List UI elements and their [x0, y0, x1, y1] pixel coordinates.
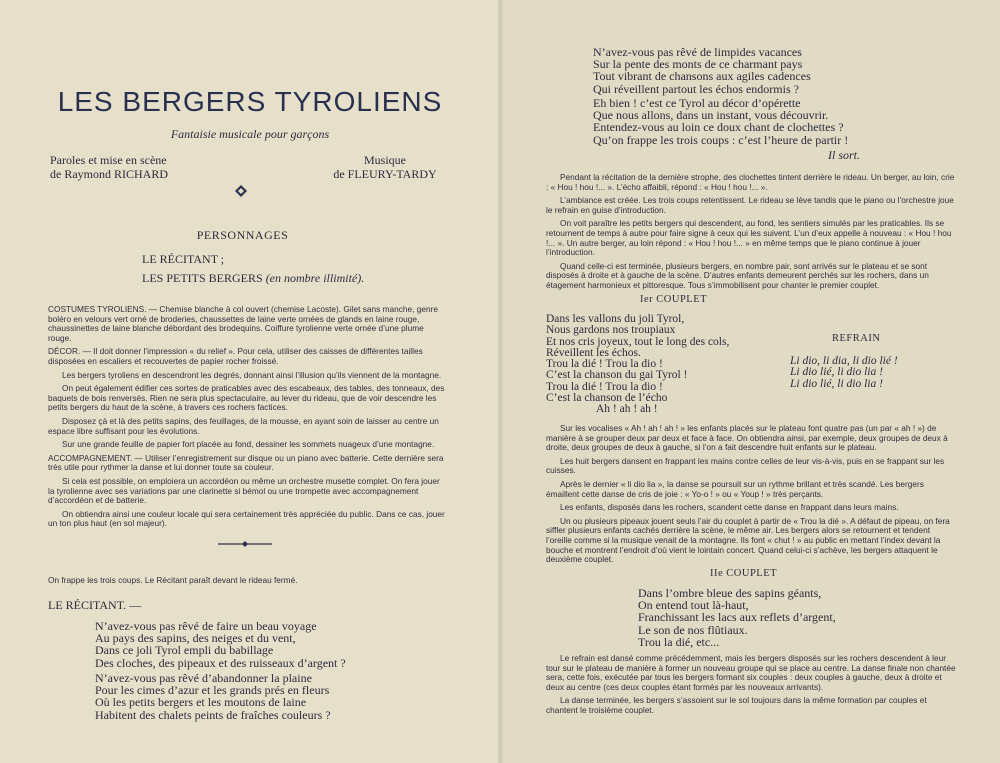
verse-line: Ah ! ah ! ah !	[596, 403, 658, 416]
decor-paragraph: DÉCOR. — Il doit donner l’impression « du relief ». Pour cela, utiliser des caisses de différentes tailles disposées en escaliers et recouvertes de papier rocher froissé.	[48, 346, 423, 366]
verse-line: Trou la dié, etc...	[638, 634, 720, 649]
verse-line: N’avez-vous pas rêvé de faire un beau voyage	[95, 619, 317, 633]
refrain-verse	[790, 356, 898, 390]
staging-paragraph: L’ambiance est créée. Les trois coups retentissent. Le rideau se lève tandis que le piano ou l’orchestre joue le refrain en guise d’introduction.	[546, 195, 954, 215]
verse-line: Habitent des chalets peints de fraîches couleurs ?	[95, 707, 331, 722]
staging-paragraph: On voit paraître les petits bergers qui descendent, au fond, les sentiers simulés par les praticables. Ils se retournent de temps à autre pour faire signe à ceux qui les suivent. L’un d’eux appelle à nouveau : « Hou ! hou !... ». Un autre berger, au loin répond : « Hou ! hou !... » en même temps que le piano continue à jouer l’introduction.	[546, 218, 952, 258]
verse-line: Dans l’ombre bleue des sapins géants,	[638, 586, 822, 600]
character-recitant: LE RÉCITANT ;	[142, 252, 225, 266]
stanza-2	[95, 672, 331, 721]
play-subtitle: Fantaisie musicale pour garçons	[170, 127, 330, 141]
verse-line: Qu’on frappe les trois coups : c’est l’heure de partir !	[593, 132, 849, 147]
decor-paragraph: Sur une grande feuille de papier fort placée au fond, dessiner les sommets nuageux d’une montagne.	[62, 439, 435, 450]
music-credit	[300, 153, 470, 181]
divider-ornament-icon	[218, 540, 272, 548]
stanza-4	[593, 97, 848, 146]
staging-paragraph: Un ou plusieurs pipeaux jouent seuls l’air du couplet à partir de « Trou la dié ». A défaut de pipeau, on fera siffler plusieurs enfants cachés derrière la scène, le même air. Les bergers alors se retournent et tendent l’oreille comme si la musique venait de la montagne. Ils font « chut ! » au public en mettant l’index devant la bouche et montrent l’endroit d’où vient le lointain concert. Quand celui-ci s’achève, les bergers attaquent le deuxième couplet.	[546, 515, 950, 565]
couplet-1-heading: Ier COUPLET	[640, 294, 708, 305]
staging-paragraph: La danse terminée, les bergers s’assoient sur le sol toujours dans la même formation par couples et chantent le troisième couplet.	[546, 695, 927, 715]
lyrics-credit-author: de Raymond RICHARD	[50, 167, 168, 181]
music-credit-author: de FLEURY-TARDY	[333, 167, 437, 181]
music-credit-label: Musique	[364, 153, 406, 167]
verse-line: Où les petits bergers et les moutons de laine	[95, 695, 307, 710]
character-bergers	[142, 271, 364, 285]
production-notes	[48, 305, 448, 533]
staging-paragraph: Les enfants, disposés dans les rochers, scandent cette danse en frappant dans leurs mains.	[560, 502, 899, 513]
decor-paragraph: On peut également édifier ces sortes de praticables avec des escabeaux, des tables, des tonneaux, des baquets de bois renversés. Rien ne sera plus spectaculaire, au lever du rideau, que de voir descendre les petits bergers du haut de la scène, à travers ces rochers factices.	[48, 383, 445, 413]
staging-paragraph: Sur les vocalises « Ah ! ah ! ah ! » les enfants placés sur le plateau font quatre pas (un par « ah ! ») de manière à se grouper deux par deux et face à face. On obtiendra ainsi, par exemple, deux groupes de deux à droite, deux groupes de deux à gauche, si l’on a fait descendre huit enfants sur le plateau.	[546, 423, 948, 453]
refrain-heading: REFRAIN	[832, 333, 881, 344]
verse-line: Le son de nos flûtiaux.	[638, 622, 748, 637]
verse-line: Franchissant les lacs aux reflets d’argent,	[638, 610, 836, 625]
verse-line: Trou la dié ! Trou la dio !	[546, 358, 663, 371]
costumes-paragraph: COSTUMES TYROLIENS. — Chemise blanche à col ouvert (chemise Lacoste). Gilet sans manche, genre boléro en velours vert orné de broderies, chaussettes de laine verte ornées de glands en laine rouge, chaussinettes de laine blanche débordant des brodequins. Coiffure tyrolienne verte ornée d’une plume rouge.	[48, 304, 438, 343]
verse-line: Pour les cimes d’azur et les grands prés en fleurs	[95, 683, 330, 698]
staging-notes-1	[546, 173, 956, 295]
lyrics-credit	[50, 153, 168, 181]
right-page	[500, 0, 1000, 763]
stanza-3	[593, 46, 811, 95]
staging-paragraph: Après le dernier « li dio lia », la danse se poursuit sur un rythme brillant et très scandé. Les bergers émaillent cette danse de cris de joie : « Yo-o ! » ou « Youp ! » très perçants.	[546, 478, 924, 499]
play-title: LES BERGERS TYROLIENS	[57, 86, 443, 117]
verse-line: Et nos cris joyeux, tout le long des cols,	[546, 335, 730, 348]
accompagnement-paragraph: Si cela est possible, on emploiera un accordéon ou même un orchestre musette complet. On fera jouer la tyrolienne avec ses variations par une clarinette si bémol ou une trompette avec accompagnement d’accordéon et de batterie.	[48, 475, 440, 506]
accompagnement-paragraph: On obtiendra ainsi une couleur locale qui sera certainement très appréciée du public. Dans ce cas, jouer un ton plus haut (en sol majeur).	[48, 508, 445, 529]
diamond-ornament-icon	[234, 184, 248, 198]
verse-line: Dans ce joli Tyrol empli du babillage	[95, 643, 274, 658]
verse-line: Entendez-vous au loin ce doux chant de clochettes ?	[593, 120, 844, 135]
stanza-1	[95, 620, 346, 669]
verse-line: On entend tout là-haut,	[638, 598, 749, 613]
verse-line: Eh bien ! c’est ce Tyrol au décor d’opérette	[593, 96, 801, 110]
verse-line: Que nous allons, dans un instant, vous découvrir.	[593, 108, 829, 123]
verse-line: Qui réveillent partout les échos endormis ?	[593, 81, 799, 96]
staging-notes-2	[546, 424, 956, 569]
staging-paragraph: Pendant la récitation de la dernière strophe, des clochettes tintent derrière le rideau. Un berger, au loin, crie : « Hou ! hou !... ». L’écho affaibli, répond : « Hou ! hou !... ».	[546, 172, 955, 192]
speaker-recitant: LE RÉCITANT. —	[48, 598, 142, 612]
character-bergers-name: LES PETITS BERGERS	[142, 271, 263, 285]
verse-line: Sur la pente des monts de ce charmant pays	[593, 57, 803, 72]
character-bergers-note: (en nombre illimité).	[265, 271, 365, 285]
verse-line: C’est la chanson de l’écho	[546, 392, 668, 405]
verse-line: C’est la chanson du gai Tyrol !	[546, 369, 688, 382]
stage-direction: On frappe les trois coups. Le Récitant paraît devant le rideau fermé.	[48, 575, 298, 585]
couplet-1-verse	[546, 314, 729, 416]
personnages-heading: PERSONNAGES	[196, 228, 289, 242]
verse-line: Des cloches, des pipeaux et des ruisseaux d’argent ?	[95, 655, 346, 670]
page-fold	[497, 0, 503, 763]
verse-line: Réveillent les échos.	[546, 346, 641, 359]
verse-line: Trou la dié ! Trou la dio !	[546, 380, 663, 393]
verse-line: Li dio, li dia, li dio lié !	[790, 355, 898, 367]
decor-paragraph: Disposez çà et là des petits sapins, des feuillages, de la mousse, en ayant soin de laisser au centre un espace libre suffisant pour les évolutions.	[48, 415, 439, 436]
couplet-2-heading: IIe COUPLET	[710, 568, 778, 579]
verse-line: N’avez-vous pas rêvé de limpides vacances	[593, 45, 802, 59]
decor-paragraph: Les bergers tyroliens en descendront les degrés, donnant ainsi l’illusion qu’ils viennent de la montagne.	[62, 369, 442, 380]
staging-notes-3	[546, 654, 956, 720]
verse-line: Li dio lié, li dio lia !	[790, 377, 883, 390]
verse-line: Li dio lié, li dio lia !	[790, 366, 883, 379]
accompagnement-paragraph: ACCOMPAGNEMENT. — Utiliser l’enregistrement sur disque ou un piano avec batterie. Cette dernière sera très utile pour rythmer la danse et lui donner toute sa couleur.	[48, 452, 444, 473]
verse-line: Nous gardons nos troupiaux	[546, 324, 676, 337]
exit-direction: Il sort.	[828, 148, 861, 162]
staging-paragraph: Quand celle-ci est terminée, plusieurs bergers, en nombre pair, sont arrivés sur le plateau et se sont disposés à droite et à gauche de la scène. D’autres enfants demeurent perchés sur les rochers, dans un étagement harmonieux et pittoresque. Tous s’immobilisent pour chanter le premier couplet.	[546, 260, 929, 290]
couplet-2-verse	[638, 587, 836, 648]
verse-line: Dans les vallons du joli Tyrol,	[546, 313, 685, 325]
staging-paragraph: Les huit bergers dansent en frappant les mains contre celles de leur vis-à-vis, puis en se frappant sur les cuisses.	[546, 455, 945, 476]
verse-line: N’avez-vous pas rêvé d’abandonner la plaine	[95, 671, 312, 685]
verse-line: Au pays des sapins, des neiges et du vent,	[95, 631, 296, 646]
lyrics-credit-label: Paroles et mise en scène	[50, 153, 167, 167]
staging-paragraph: Le refrain est dansé comme précédemment, mais les bergers disposés sur les rochers descendent à leur tour sur le plateau de manière à former un nouveau groupe qui se place au centre. La danse finale non chantée sera, cette fois, exécutée par tous les bergers formant six couples : deux couples à gauche, deux à droite et deux au centre (ces deux couples étant formés par les nouveaux arrivants).	[546, 653, 956, 692]
verse-line: Tout vibrant de chansons aux agiles cadences	[593, 69, 811, 84]
